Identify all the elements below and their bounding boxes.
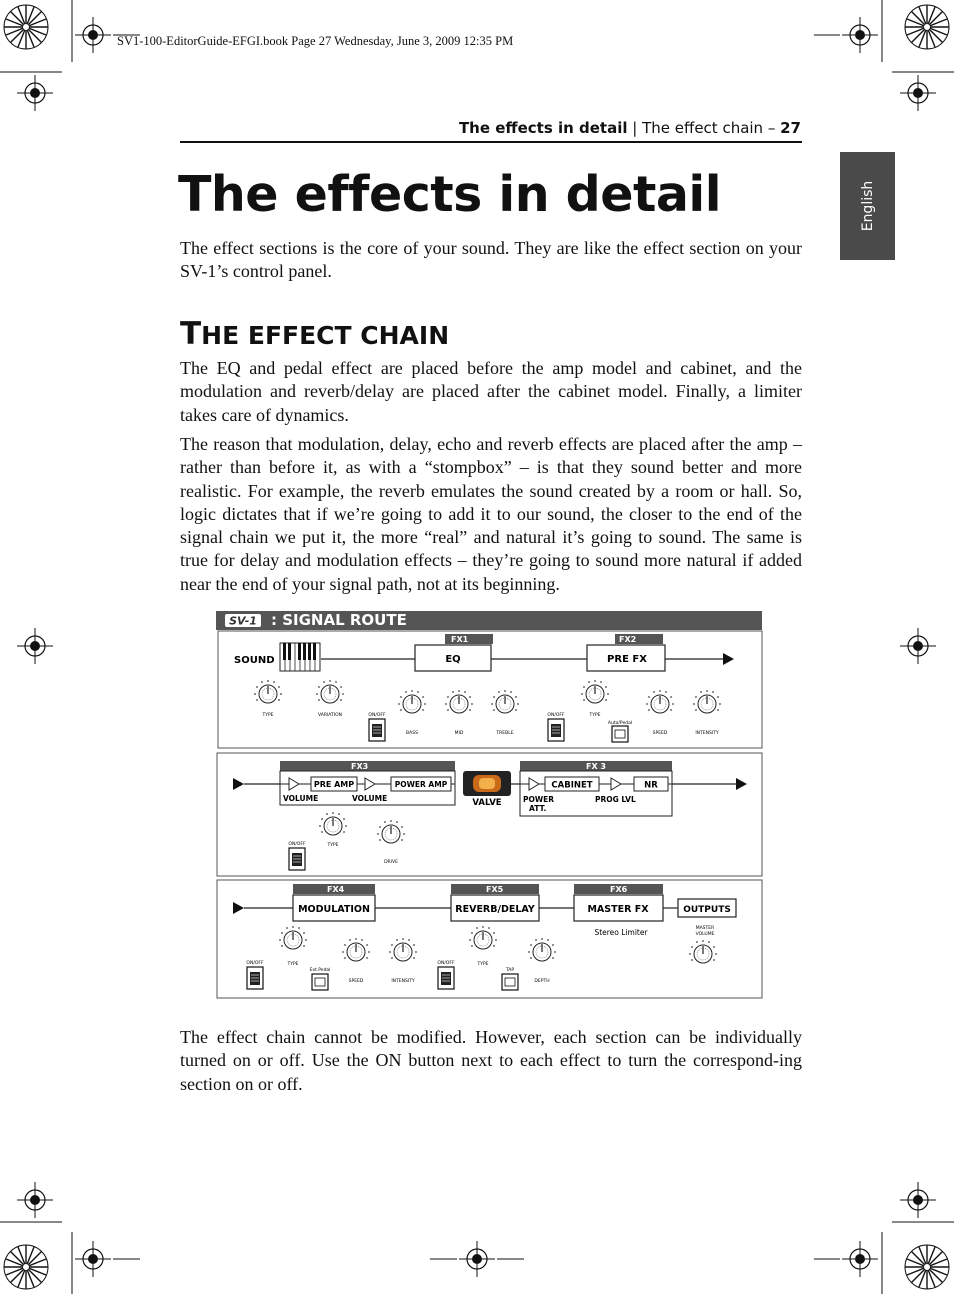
mid-knob-icon bbox=[445, 690, 473, 713]
prog-lvl-label: PROG LVL bbox=[595, 795, 636, 804]
bass-label: BASS bbox=[406, 731, 418, 736]
fx6-tag: FX6 bbox=[610, 885, 628, 894]
closing-paragraph: The effect chain cannot be modified. However, each section can be individually turned on or off. Use the ON button next to each effect to turn the correspond-ing section on or off. bbox=[180, 1027, 802, 1094]
tap-label: TAP bbox=[505, 968, 515, 973]
fx3b-tag: FX 3 bbox=[586, 762, 606, 771]
depth-label: DEPTH bbox=[534, 979, 550, 984]
keyboard-icon bbox=[280, 643, 320, 671]
fx2-tag: FX2 bbox=[619, 635, 637, 644]
valve-label: VALVE bbox=[472, 798, 502, 808]
on-off-button-icon bbox=[548, 719, 564, 741]
modulation-label: MODULATION bbox=[298, 904, 370, 915]
fx5-tag: FX5 bbox=[486, 885, 504, 894]
amp-type-label: TYPE bbox=[327, 843, 339, 848]
master-volume-label-2: VOLUME bbox=[695, 932, 715, 937]
pre-amp-label: PRE AMP bbox=[313, 780, 355, 789]
variation-knob-label: VARIATION bbox=[317, 713, 343, 718]
arrow-right-icon bbox=[233, 902, 244, 914]
arrow-right-icon bbox=[723, 653, 734, 665]
running-head-chapter: The effects in detail bbox=[458, 119, 628, 137]
mod-intensity-knob-icon bbox=[389, 938, 417, 961]
type2-label: TYPE bbox=[589, 713, 601, 718]
ext-pedal-button-icon bbox=[312, 974, 328, 990]
power-att-label-1: POWER bbox=[523, 795, 555, 804]
type-knob-icon bbox=[254, 680, 282, 703]
rev-type-knob-icon bbox=[469, 926, 497, 949]
sv1-logo: SV-1 bbox=[229, 614, 257, 628]
pre-fx-label: PRE FX bbox=[607, 654, 647, 665]
intensity-label: INTENSITY bbox=[695, 731, 719, 736]
power-att-label-2: ATT. bbox=[529, 804, 547, 813]
on-off-button-icon bbox=[369, 719, 385, 741]
onoff-label-4: ON/OFF bbox=[246, 961, 264, 966]
language-tab bbox=[840, 152, 895, 260]
on-off-button-icon bbox=[438, 967, 454, 989]
intensity-knob-icon bbox=[693, 690, 721, 713]
outputs-label: OUTPUTS bbox=[683, 905, 731, 915]
master-volume-knob-icon bbox=[689, 940, 717, 963]
arrow-right-icon bbox=[233, 778, 244, 790]
type-knob-label: TYPE bbox=[262, 713, 274, 718]
section-heading-rest: HE EFFECT CHAIN bbox=[201, 321, 450, 350]
volume-label-2: VOLUME bbox=[352, 794, 388, 803]
mid-label: MID bbox=[454, 731, 464, 736]
mod-speed-label: SPEED bbox=[348, 979, 364, 984]
arrow-right-icon bbox=[736, 778, 747, 790]
on-off-button-icon bbox=[289, 848, 305, 870]
body-paragraph-1: The EQ and pedal effect are placed before the amp model and cabinet, and the modulation and reverb/delay are placed after the cabinet model. Finally, a limiter takes care of dynamics. bbox=[180, 358, 802, 425]
master-fx-label: MASTER FX bbox=[587, 904, 649, 915]
type2-knob-icon bbox=[581, 680, 609, 703]
section-heading bbox=[180, 316, 449, 352]
language-tab-label: English bbox=[859, 180, 876, 232]
nr-label: NR bbox=[644, 780, 658, 791]
bass-knob-icon bbox=[398, 690, 426, 713]
mod-type-knob-icon bbox=[279, 926, 307, 949]
eq-label: EQ bbox=[445, 654, 461, 665]
treble-knob-icon bbox=[491, 690, 519, 713]
reverb-delay-label: REVERB/DELAY bbox=[455, 904, 535, 915]
page-title: The effects in detail bbox=[178, 166, 722, 223]
depth-knob-icon bbox=[528, 938, 556, 961]
section-heading-initial: T bbox=[180, 316, 202, 352]
page-number: 27 bbox=[780, 119, 801, 137]
running-head-section: The effect chain bbox=[642, 119, 764, 137]
body-paragraph-2: The reason that modulation, delay, echo and reverb effects are placed after the amp – rather than before it, as with a “stompbox” – is that they sound better and more realistic. For example, the reverb emulates the sound created by a room or hall. So, logic dictates that if we’re going to add it to our sound, the closer to the end of the signal chain we put it, the more “real” and natural it’s going to sound. The same is true for delay and modulation effects – they’re going to sound more natural if added near the end of your signal path, not at its beginning. bbox=[180, 434, 802, 594]
mod-type-label: TYPE bbox=[287, 962, 299, 967]
signal-route-figure bbox=[213, 608, 765, 1002]
onoff-label-1: ON/OFF bbox=[368, 713, 386, 718]
onoff-label-3: ON/OFF bbox=[288, 842, 306, 847]
fx1-tag: FX1 bbox=[451, 635, 469, 644]
print-header: SV1-100-EditorGuide-EFGI.book Page 27 Wednesday, June 3, 2009 12:35 PM bbox=[117, 34, 514, 48]
variation-knob-icon bbox=[316, 680, 344, 703]
sound-label: SOUND bbox=[234, 655, 275, 666]
fx3-tag: FX3 bbox=[351, 762, 369, 771]
running-head bbox=[459, 119, 801, 137]
rev-type-label: TYPE bbox=[477, 962, 489, 967]
stereo-limiter-label: Stereo Limiter bbox=[594, 928, 648, 937]
drive-knob-icon bbox=[377, 820, 405, 843]
header-rule bbox=[180, 141, 802, 143]
running-head-separator: | bbox=[627, 119, 643, 137]
on-off-button-icon bbox=[247, 967, 263, 989]
auto-pedal-button-icon bbox=[612, 726, 628, 742]
cabinet-label: CABINET bbox=[551, 780, 593, 791]
drive-label: DRIVE bbox=[384, 860, 398, 865]
treble-label: TREBLE bbox=[496, 731, 514, 736]
master-volume-label-1: MASTER bbox=[695, 926, 715, 931]
speed-knob-icon bbox=[646, 690, 674, 713]
running-head-dash: – bbox=[763, 119, 781, 137]
ext-pedal-label: Ext.Pedal bbox=[309, 968, 331, 973]
amp-type-knob-icon bbox=[319, 812, 347, 835]
auto-pedal-label: Auto/Pedal bbox=[607, 721, 633, 726]
onoff-label-5: ON/OFF bbox=[437, 961, 455, 966]
power-amp-label: POWER AMP bbox=[394, 780, 448, 789]
speed-label: SPEED bbox=[652, 731, 668, 736]
onoff-label-2: ON/OFF bbox=[547, 713, 565, 718]
figure-title: : SIGNAL ROUTE bbox=[271, 611, 407, 629]
row-1 bbox=[218, 631, 762, 748]
mod-intensity-label: INTENSITY bbox=[391, 979, 415, 984]
mod-speed-knob-icon bbox=[342, 938, 370, 961]
volume-label-1: VOLUME bbox=[283, 794, 319, 803]
row-3 bbox=[217, 880, 762, 998]
intro-paragraph: The effect sections is the core of your sound. They are like the effect section on your SV-1’s control panel. bbox=[180, 238, 802, 282]
fx4-tag: FX4 bbox=[327, 885, 345, 894]
tap-button-icon bbox=[502, 974, 518, 990]
row-2 bbox=[217, 753, 762, 876]
